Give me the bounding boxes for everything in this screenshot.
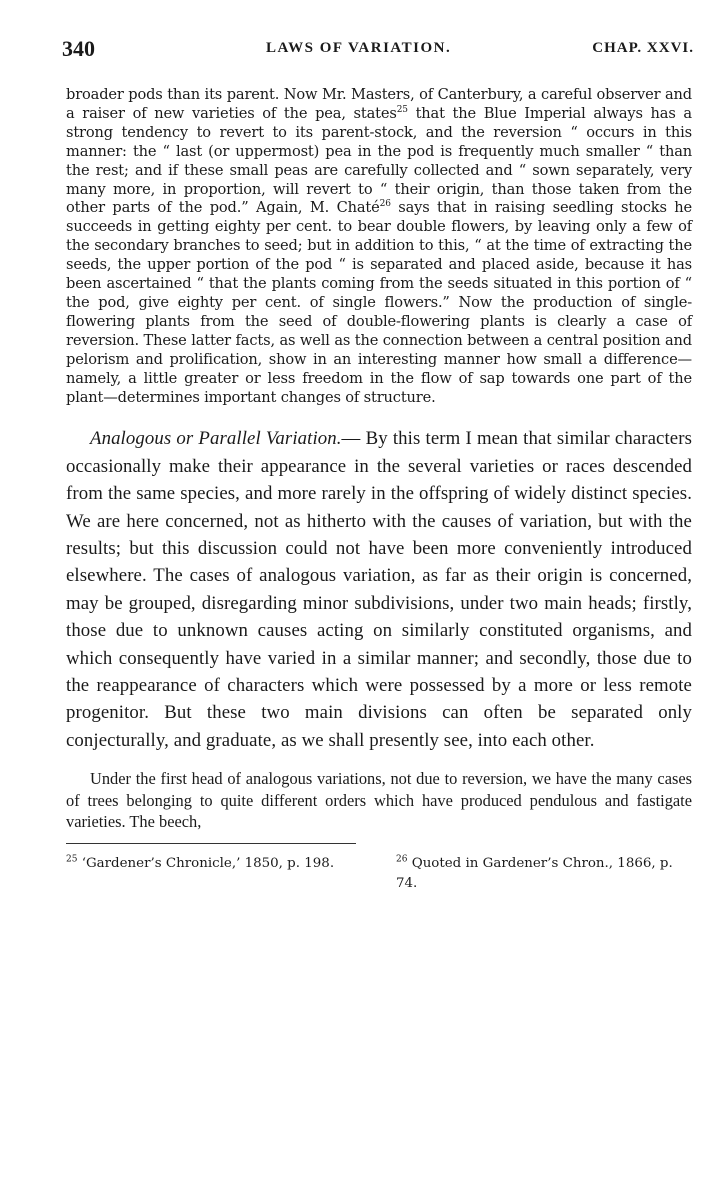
paragraph-text-part-a: broader pods than its parent. Now Mr. Masters, of Canterbury, a careful observer and a raiser of new varieties of the pea, states bbox=[66, 86, 692, 122]
paragraph-text: — By this term I mean that similar characters occasionally make their appearance in the several varieties or races descended from the same species, and more rarely in the offspring of widely distinct species. We are here concerned, not as hitherto with the causes of variation, but with the results; but this discussion could not have been more conveniently introduced elsewhere. The cases of analogous variation, as far as their origin is concerned, may be grouped, disregarding minor subdivisions, under two main heads; firstly, those due to unknown causes acting on similarly constituted organisms, and which consequently have varied in a similar manner; and secondly, those due to the reappearance of characters which were possessed by a more or less remote progenitor. But these two main divisions can often be separated only conjecturally, and graduate, as we shall presently see, into each other. bbox=[66, 428, 693, 751]
section-heading: Analogous or Parallel Variation. bbox=[90, 428, 342, 450]
chapter-reference: CHAP. XXVI. bbox=[592, 40, 694, 56]
footnote-text: Quoted in Gardener’s Chron., 1866, p. 74. bbox=[396, 855, 673, 891]
running-title: LAWS OF VARIATION. bbox=[266, 40, 452, 56]
paragraph-reversion bbox=[66, 86, 692, 407]
page-number: 340 bbox=[62, 36, 95, 61]
footnotes bbox=[66, 854, 692, 904]
footnote-26 bbox=[396, 854, 696, 894]
footnote-reference-26: 26 bbox=[379, 199, 391, 210]
paragraph-first-head bbox=[66, 768, 692, 833]
book-page bbox=[62, 36, 694, 904]
paragraph-analogous-variation bbox=[66, 425, 692, 754]
footnote-divider bbox=[66, 843, 356, 844]
footnote-25 bbox=[66, 854, 356, 874]
footnote-reference-25: 25 bbox=[396, 105, 408, 116]
paragraph-text: Under the first head of analogous variations, not due to reversion, we have the many cases of trees belonging to quite different orders which have produced pendulous and fastigate varieties. The beech, bbox=[66, 769, 692, 832]
paragraph-text-part-b: that the Blue Imperial always has a strong tendency to revert to its parent-stock, and the reversion “ occurs in this manner: the “ last (or uppermost) pea in the pod is frequently much smaller “ than the rest; and if these small peas are carefully collected and “ sown separately, very many more, in proportion, will revert to “ their origin, than those taken from the other parts of the pod.” Again, M. Chaté bbox=[66, 104, 692, 217]
paragraph-text bbox=[66, 86, 692, 407]
paragraph-text-part-c: says that in raising seedling stocks he succeeds in getting eighty per cent. to bear double flowers, by leaving only a few of the secondary branches to seed; but in addition to this, “ at the time of extracting the seeds, the upper portion of the pod “ is separated and placed aside, because it has been ascertained “ that the plants coming from the seeds situated in this portion of “ the pod, give eighty per cent. of single flowers.” Now the production of single-flowering plants from the seed of double-flowering plants is clearly a case of reversion. These latter facts, as well as the connection between a central position and pelorism and prolification, show in an interesting manner how small a difference—namely, a little greater or less freedom in the flow of sap towards one part of the plant—determines important changes of structure. bbox=[66, 199, 692, 406]
footnote-marker: 26 bbox=[396, 854, 408, 865]
footnote-marker: 25 bbox=[66, 854, 78, 865]
footnote-text: ‘Gardener’s Chronicle,’ 1850, p. 198. bbox=[77, 855, 335, 871]
page-header bbox=[62, 36, 694, 66]
